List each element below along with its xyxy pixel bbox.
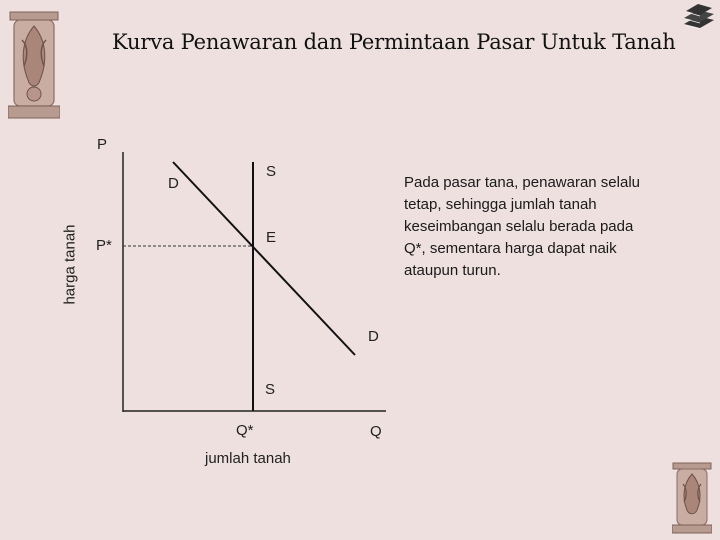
demand-label-top: D: [168, 175, 179, 192]
explanation-note: [404, 172, 704, 282]
demand-label-bottom: D: [368, 328, 379, 345]
equilibrium-point-label: E: [266, 229, 277, 246]
x-axis-symbol: Q: [370, 423, 382, 440]
demand-curve: [173, 162, 355, 355]
equilibrium-quantity-label: Q*: [236, 422, 254, 439]
note-line: Pada pasar tana, penawaran selalu: [404, 174, 641, 191]
supply-label-top: S: [266, 163, 277, 180]
equilibrium-price-label: P*: [96, 237, 112, 254]
supply-label-bottom: S: [265, 381, 276, 398]
corbel-ornament-icon: [672, 462, 712, 534]
note-line: keseimbangan selalu berada pada: [404, 218, 634, 235]
y-axis-symbol: P: [97, 136, 108, 153]
note-line: Q*, sementara harga dapat naik: [404, 240, 617, 257]
note-line: tetap, sehingga jumlah tanah: [404, 196, 597, 213]
page-title: Kurva Penawaran dan Permintaan Pasar Untuk Tanah: [112, 30, 676, 54]
note-line: ataupun turun.: [404, 262, 501, 279]
x-axis-label: jumlah tanah: [205, 450, 291, 467]
y-axis-label: harga tanah: [61, 224, 79, 305]
